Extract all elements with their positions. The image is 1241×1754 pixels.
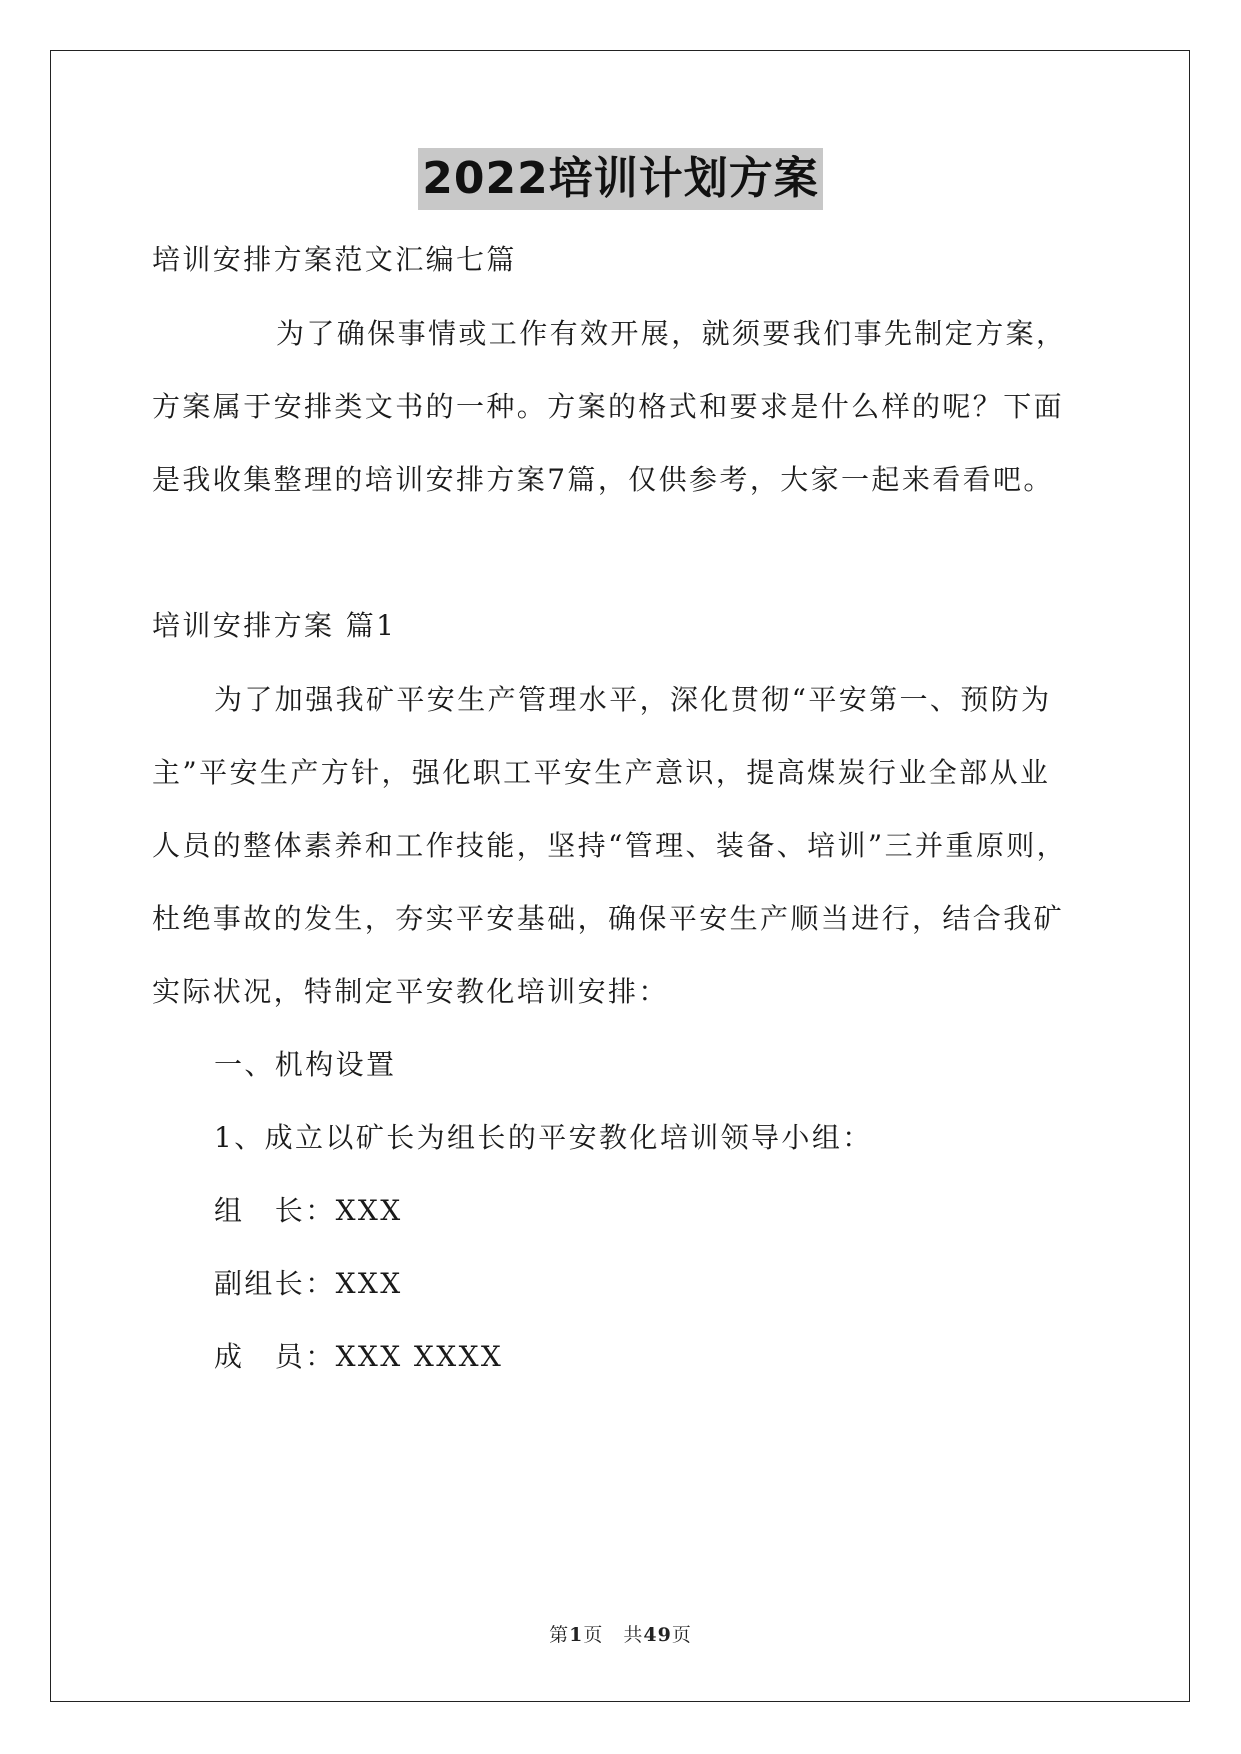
paragraph-line: 人员的整体素养和工作技能，坚持“管理、装备、培训”三并重原则， [152, 829, 1068, 862]
page-footer [0, 1620, 1241, 1647]
total-pages: 49 [643, 1624, 672, 1646]
list-heading: 一、机构设置 [214, 1048, 397, 1081]
paragraph-line: 是我收集整理的培训安排方案7篇，仅供参考，大家一起来看看吧。 [152, 463, 1054, 496]
list-item: 1、成立以矿长为组长的平安教化培训领导小组： [214, 1121, 873, 1154]
paragraph-line: 主”平安生产方针，强化职工平安生产意识，提高煤炭行业全部从业 [152, 756, 1051, 789]
paragraph-line: 为了确保事情或工作有效开展，就须要我们事先制定方案， [276, 317, 1067, 350]
paragraph-line: 实际状况，特制定平安教化培训安排： [152, 975, 669, 1008]
list-item: 副组长：XXX [214, 1267, 403, 1300]
page-prefix: 第 [549, 1624, 570, 1646]
title-container [0, 148, 1241, 210]
page-suffix: 页 [671, 1624, 692, 1646]
page-number: 1 [569, 1624, 584, 1646]
subtitle-line: 培训安排方案范文汇编七篇 [152, 243, 517, 276]
list-item: 组 长：XXX [214, 1194, 403, 1227]
list-item: 成 员：XXX XXXX [214, 1340, 504, 1373]
document-title: 2022培训计划方案 [418, 148, 822, 210]
page-border [50, 50, 1190, 1702]
paragraph-line: 方案属于安排类文书的一种。方案的格式和要求是什么样的呢？下面 [152, 390, 1065, 423]
paragraph-line: 为了加强我矿平安生产管理水平，深化贯彻“平安第一、预防为 [214, 683, 1052, 716]
paragraph-line: 杜绝事故的发生，夯实平安基础，确保平安生产顺当进行，结合我矿 [152, 902, 1065, 935]
page-mid: 页 共 [583, 1624, 644, 1646]
section-heading: 培训安排方案 篇1 [152, 609, 397, 642]
